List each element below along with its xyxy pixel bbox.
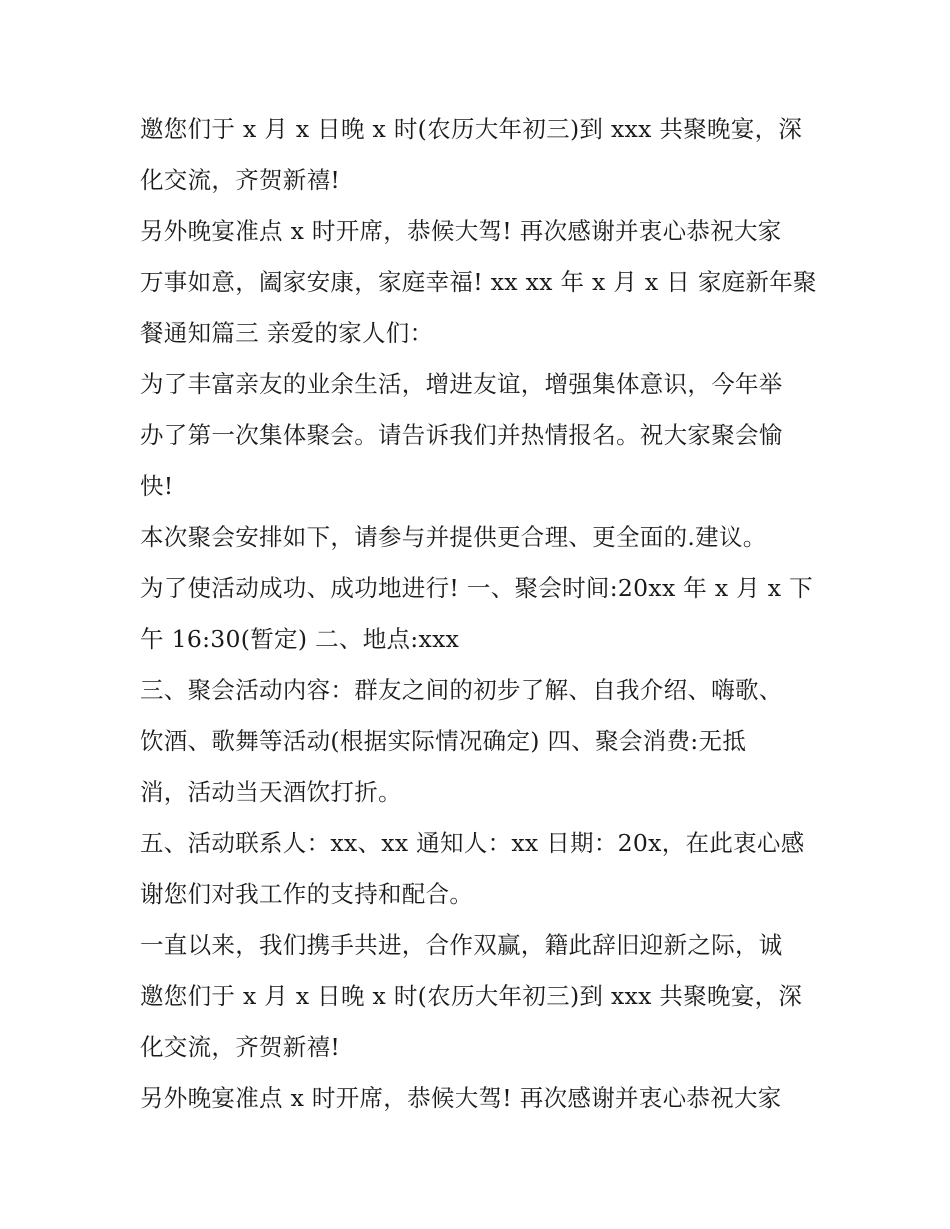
document-body [140,104,820,1124]
text-line: 三、聚会活动内容：群友之间的初步了解、自我介绍、嗨歌、 [140,676,783,704]
text-line: 快! [140,472,174,500]
text-line: 谢您们对我工作的支持和配合。 [140,880,474,908]
text-line: 本次聚会安排如下，请参与并提供更合理、更全面的.建议。 [140,523,767,551]
text-line: 五、活动联系人：xx、xx 通知人：xx 日期：20x，在此衷心感 [140,829,805,857]
text-line: 另外晚宴准点 x 时开席，恭候大驾! 再次感谢并衷心恭祝大家 [140,217,782,245]
text-line: 饮酒、歌舞等活动(根据实际情况确定) 四、聚会消费:无抵 [140,727,747,755]
text-line: 化交流，齐贺新禧! [140,166,341,194]
text-line: 化交流，齐贺新禧! [140,1033,341,1061]
text-line: 万事如意，阖家安康，家庭幸福! xx xx 年 x 月 x 日 家庭新年聚 [140,268,817,296]
text-line: 一直以来，我们携手共进，合作双赢，籍此辞旧迎新之际，诚 [140,931,783,959]
text-line: 邀您们于 x 月 x 日晚 x 时(农历大年初三)到 xxx 共聚晚宴，深 [140,982,803,1010]
text-line: 为了使活动成功、成功地进行! 一、聚会时间:20xx 年 x 月 x 下 [140,574,813,602]
text-line: 邀您们于 x 月 x 日晚 x 时(农历大年初三)到 xxx 共聚晚宴，深 [140,115,803,143]
text-line: 办了第一次集体聚会。请告诉我们并热情报名。祝大家聚会愉 [140,421,783,449]
text-line: 为了丰富亲友的业余生活，增进友谊，增强集体意识，今年举 [140,370,783,398]
text-line: 餐通知篇三 亲爱的家人们： [140,319,434,347]
text-line: 午 16:30(暂定) 二、地点:xxx [140,625,460,653]
text-line: 消，活动当天酒饮打折。 [140,778,402,806]
text-line: 另外晚宴准点 x 时开席，恭候大驾! 再次感谢并衷心恭祝大家 [140,1084,782,1112]
